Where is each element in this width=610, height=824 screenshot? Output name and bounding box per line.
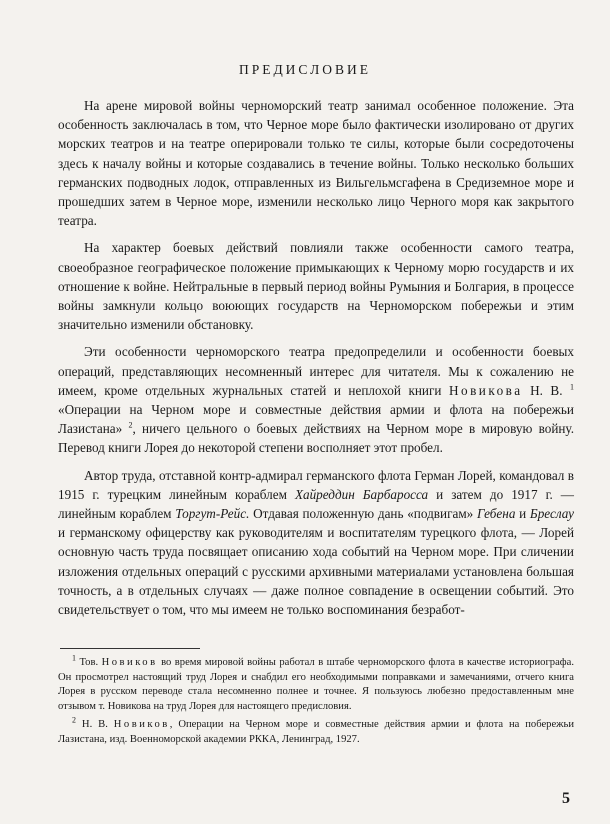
- paragraph-4: [58, 466, 574, 620]
- footnotes: [58, 653, 575, 752]
- paragraph-3-text-d: , ничего цельного о боевых действиях на Черном море в мировую войну. Перевод книги Лорея до некоторой степени восполняет этот пробел.: [58, 421, 575, 456]
- footnote-1-text-b: во время мировой войны работал в штабе черноморского флота в качестве историографа. Он просмотрел настоящий труд Лорея и снабдил его необходимыми поправками и замечаниями, отчего книга Лорея в русском переводе стала несомненно полнее и точнее. Я пользуюсь любезно предоставленным мне отзывом т. Новикова на труд Лорея для настоящего предисловия.: [58, 657, 575, 712]
- ship-name-2: Торгут-Рейс.: [175, 506, 250, 522]
- main-text: [58, 96, 574, 619]
- footnote-1: [58, 653, 575, 714]
- footnote-1-name: Новиков: [101, 657, 158, 668]
- footnote-divider: [60, 648, 200, 649]
- footnote-ref-2: 2: [128, 420, 133, 430]
- paragraph-4-text-a: Автор труда, отставной контр-адмирал германского флота Герман Лорей, командовал в 1915 г. турецким линейным кораблем: [58, 467, 574, 502]
- page-number: 5: [562, 790, 570, 807]
- footnote-2-name: Новиков: [113, 719, 170, 731]
- ship-name-3: Гебена: [477, 506, 516, 522]
- paragraph-1: На арене мировой войны черноморский театр занимал особенное положение. Эта особенность заключалась в том, что Черное море было фактически изолировано от других морских театров и на театре оперировали только те силы, которые были сосредоточены здесь к началу войны и которые создавались в течение войны. Только несколько больших германских подводных лодок, отправленных из Вильгельмсгафена в Средиземное море и прошедших затем в Черное море, изменили несколько лицо Черного моря как закрытого театра.: [58, 98, 574, 229]
- paragraph-4-text-e: и германскому офицерству как руководителям и воспитателям турецкого флота, — Лорей основную часть труда посвящает описанию хода событий на Черном море. При сличении изложения отдельных операций с русскими архивными материалами установлена большая точность, а в отдельных случаях — даже полное совпадение в освещении событий. Это свидетельствует о том, что мы имеем не только воспоминания безработ-: [58, 525, 574, 618]
- paragraph-3-text-b: Н. В.: [522, 382, 570, 398]
- paragraph-3-text-a: Эти особенности черноморского театра предопределили и особенности боевых операций, представляющих несомненный интерес для читателя. Мы к сожалению не имеем, кроме отдельных журнальных статей и неплохой книги: [58, 344, 574, 398]
- footnote-1-number: 1: [72, 653, 76, 663]
- paragraph-2: На характер боевых действий повлияли также особенности самого театра, своеобразное географическое положение примыкающих к Черному морю государств и их отношение к войне. Нейтральные в первый период войны Румыния и Болгария, в процессе войны замкнули кольцо воюющих государств на Черноморском побережьи и этим значительно изменили обстановку.: [58, 240, 574, 333]
- footnote-2-text-b: , Операции на Черном море и совместные действия армии и флота на побережьи Лазистана, изд. Военноморской академии РККА, Ленинград, 1927.: [58, 719, 574, 745]
- paragraph-4-text-d: и: [515, 506, 530, 522]
- paragraph-4-text-c: Отдавая положенную дань «подвигам»: [249, 506, 477, 522]
- page-title: ПРЕДИСЛОВИЕ: [238, 62, 372, 77]
- footnote-1-text-a: Тов.: [76, 657, 102, 668]
- author-name-spaced: Новикова: [448, 382, 523, 398]
- footnote-2-number: 2: [72, 715, 76, 725]
- footnote-2-text-a: Н. В.: [76, 719, 114, 731]
- paragraph-3-text-c: «Операции на Черном море и совместные действия армии и флота на побережьи Лазистана»: [58, 402, 574, 437]
- footnote-2: [58, 715, 574, 747]
- footnote-ref-1: 1: [570, 382, 574, 392]
- ship-name-1: Хайреддин Барбаросса: [294, 486, 429, 502]
- ship-name-4: Бреслау: [529, 506, 575, 522]
- paragraph-3: [58, 342, 574, 457]
- paragraph-4-text-b: и затем до 1917 г. — линейным кораблем: [58, 486, 574, 522]
